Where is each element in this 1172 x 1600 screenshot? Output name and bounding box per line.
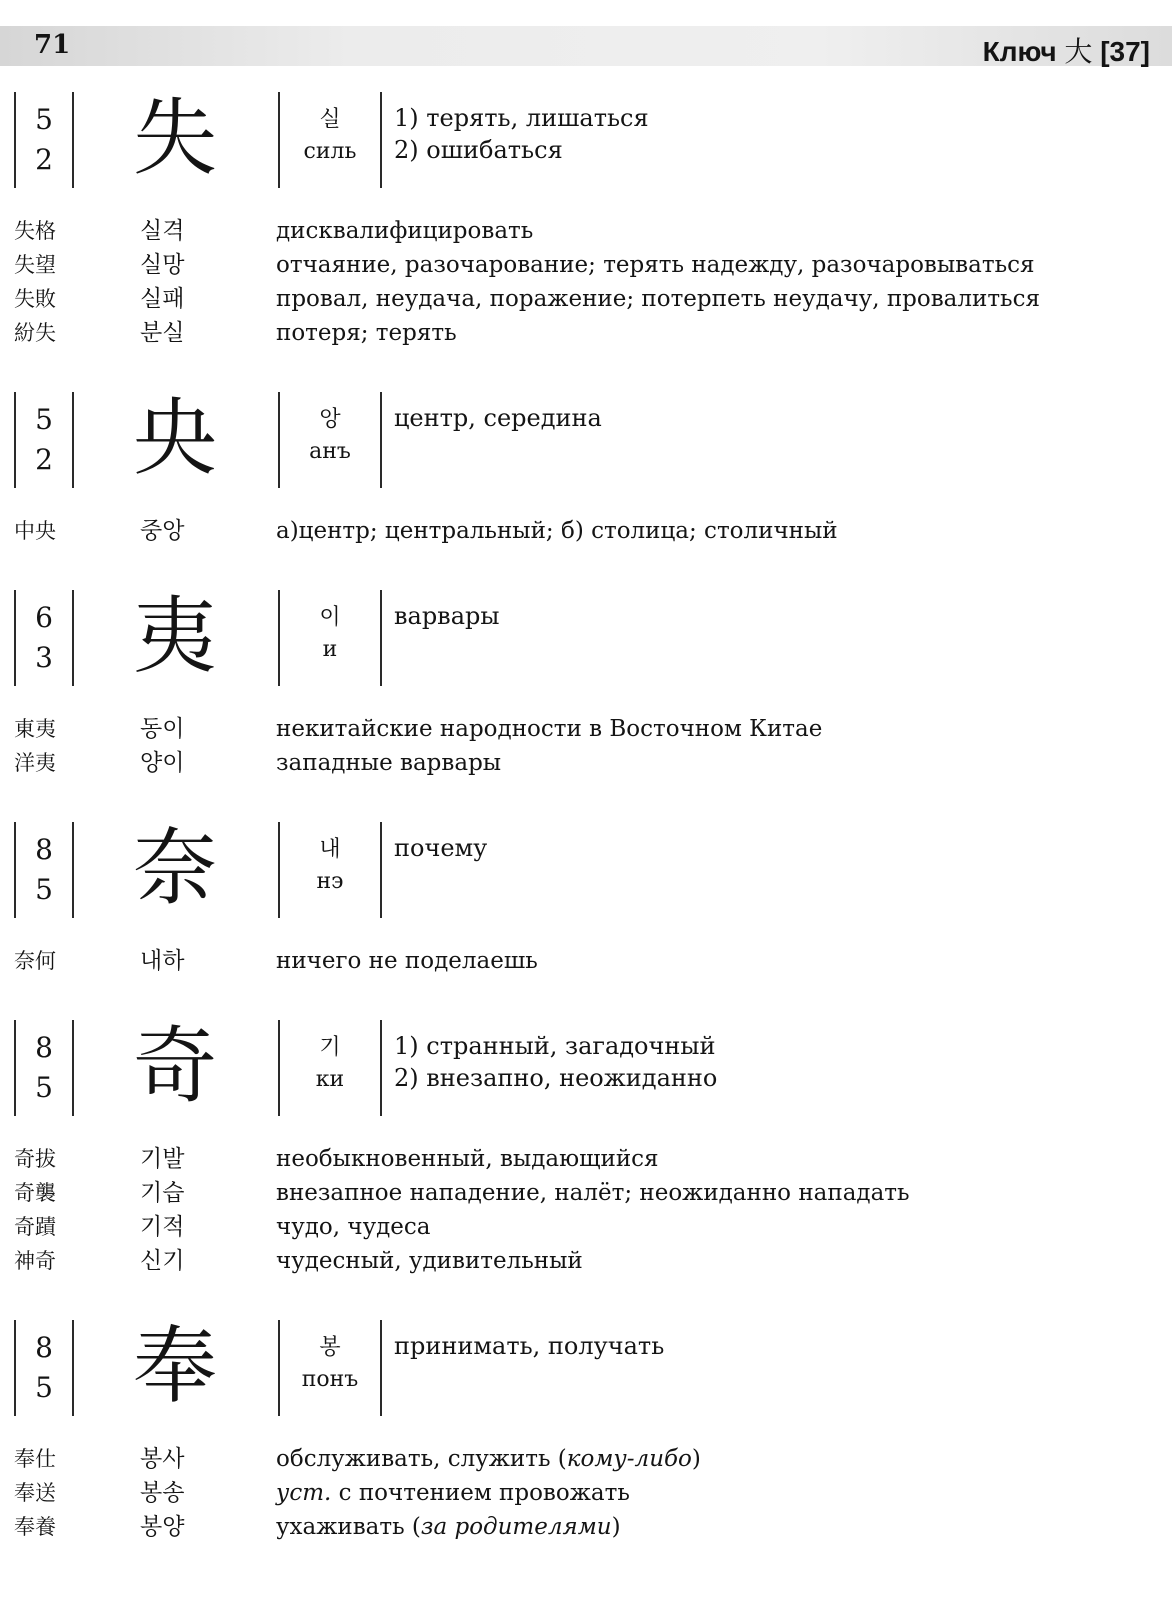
compound-meaning: потеря; терять bbox=[276, 320, 457, 346]
stroke-count-box bbox=[14, 822, 74, 918]
compound-row bbox=[0, 944, 1172, 978]
compound-row bbox=[0, 1176, 1172, 1210]
compound-meaning: провал, неудача, поражение; потерпеть неудачу, провалиться bbox=[276, 286, 1040, 312]
stroke-extra: 2 bbox=[35, 443, 53, 476]
compound-hangul: 봉송 bbox=[140, 1480, 185, 1506]
hangul-reading: 기 bbox=[319, 1035, 341, 1060]
compound-row bbox=[0, 746, 1172, 780]
compound-hangul: 실패 bbox=[140, 286, 185, 312]
compound-meaning bbox=[276, 1476, 630, 1510]
compound-hanja: 奇拔 bbox=[14, 1147, 56, 1171]
compound-hanja: 失望 bbox=[14, 253, 56, 277]
entry-head bbox=[0, 1317, 1172, 1416]
compound-row bbox=[0, 1142, 1172, 1176]
headword-meanings bbox=[394, 1030, 717, 1094]
compound-hangul: 기발 bbox=[140, 1146, 185, 1172]
entry bbox=[0, 1017, 1172, 1278]
radical-number: [37] bbox=[1100, 36, 1150, 67]
compound-row bbox=[0, 1510, 1172, 1544]
compound-hanja: 神奇 bbox=[14, 1249, 56, 1273]
reading-box bbox=[278, 590, 382, 686]
headword-meanings bbox=[394, 1330, 664, 1362]
headword-character: 奇 bbox=[132, 1017, 217, 1115]
compound-list bbox=[0, 1142, 1172, 1278]
compound-row bbox=[0, 248, 1172, 282]
hangul-reading: 이 bbox=[319, 605, 341, 630]
headword-meanings bbox=[394, 402, 602, 434]
compound-meaning: западные варвары bbox=[276, 750, 502, 776]
compound-row bbox=[0, 1244, 1172, 1278]
compound-row bbox=[0, 1210, 1172, 1244]
dictionary-entries bbox=[0, 89, 1172, 1586]
entry bbox=[0, 587, 1172, 780]
compound-hangul: 기적 bbox=[140, 1214, 185, 1240]
compound-hangul: 기습 bbox=[140, 1180, 185, 1206]
compound-row bbox=[0, 514, 1172, 548]
stroke-total: 5 bbox=[35, 403, 53, 436]
meaning-line: почему bbox=[394, 834, 488, 862]
compound-hanja: 東夷 bbox=[14, 717, 56, 741]
entry bbox=[0, 819, 1172, 978]
stroke-count-box bbox=[14, 392, 74, 488]
russian-reading: и bbox=[322, 637, 338, 662]
hangul-reading: 내 bbox=[319, 837, 341, 862]
headword-meanings bbox=[394, 102, 649, 166]
compound-meaning: необыкновенный, выдающийся bbox=[276, 1146, 659, 1172]
russian-reading: нэ bbox=[316, 869, 344, 894]
entry-head bbox=[0, 1017, 1172, 1116]
meaning-line: принимать, получать bbox=[394, 1332, 665, 1360]
meaning-italic: кому-либо bbox=[566, 1446, 692, 1472]
russian-reading: ки bbox=[315, 1067, 345, 1092]
compound-meaning bbox=[276, 1510, 621, 1544]
stroke-extra: 5 bbox=[35, 1371, 53, 1404]
entry bbox=[0, 389, 1172, 548]
entry-head bbox=[0, 587, 1172, 686]
russian-reading: силь bbox=[303, 139, 357, 164]
stroke-count-box bbox=[14, 1320, 74, 1416]
stroke-total: 5 bbox=[35, 103, 53, 136]
compound-hanja: 失敗 bbox=[14, 287, 56, 311]
meaning-line: 1) терять, лишаться bbox=[394, 104, 649, 132]
headword-character: 奉 bbox=[132, 1317, 217, 1415]
headword-character: 夷 bbox=[132, 587, 217, 685]
entry bbox=[0, 89, 1172, 350]
headword-character: 失 bbox=[132, 89, 217, 187]
compound-row bbox=[0, 1476, 1172, 1510]
compound-hangul: 내하 bbox=[140, 948, 185, 974]
stroke-extra: 5 bbox=[35, 873, 53, 906]
russian-reading: анъ bbox=[309, 439, 351, 464]
stroke-total: 8 bbox=[35, 833, 53, 866]
compound-row bbox=[0, 282, 1172, 316]
compound-meaning: отчаяние, разочарование; терять надежду, разочаровываться bbox=[276, 252, 1035, 278]
compound-hanja: 中央 bbox=[14, 519, 56, 543]
entry bbox=[0, 1317, 1172, 1544]
compound-hangul: 봉양 bbox=[140, 1514, 185, 1540]
compound-meaning: дисквалифицировать bbox=[276, 218, 534, 244]
reading-box bbox=[278, 1320, 382, 1416]
compound-hanja: 奇蹟 bbox=[14, 1215, 56, 1239]
meaning-text: с почтением провожать bbox=[331, 1480, 630, 1506]
compound-list bbox=[0, 514, 1172, 548]
compound-list bbox=[0, 944, 1172, 978]
compound-meaning: чудесный, удивительный bbox=[276, 1248, 583, 1274]
compound-meaning: чудо, чудеса bbox=[276, 1214, 431, 1240]
compound-meaning bbox=[276, 1442, 701, 1476]
meaning-text: обслуживать, служить ( bbox=[276, 1446, 567, 1472]
headword-character: 奈 bbox=[132, 819, 217, 917]
stroke-total: 6 bbox=[35, 601, 53, 634]
compound-hanja: 奉仕 bbox=[14, 1447, 56, 1471]
compound-meaning: некитайские народности в Восточном Китае bbox=[276, 716, 823, 742]
compound-hangul: 봉사 bbox=[140, 1446, 185, 1472]
meaning-text: ухаживать ( bbox=[276, 1514, 421, 1540]
compound-row bbox=[0, 712, 1172, 746]
compound-hangul: 실격 bbox=[140, 218, 185, 244]
hangul-reading: 앙 bbox=[319, 407, 341, 432]
compound-row bbox=[0, 214, 1172, 248]
page-number: 71 bbox=[34, 30, 71, 60]
meaning-line: варвары bbox=[394, 602, 500, 630]
compound-hanja: 紛失 bbox=[14, 321, 56, 345]
reading-box bbox=[278, 92, 382, 188]
entry-head bbox=[0, 89, 1172, 188]
meaning-italic: уст. bbox=[276, 1480, 332, 1506]
compound-row bbox=[0, 1442, 1172, 1476]
meaning-line: центр, середина bbox=[394, 404, 602, 432]
entry-head bbox=[0, 389, 1172, 488]
compound-hangul: 동이 bbox=[140, 716, 185, 742]
stroke-count-box bbox=[14, 92, 74, 188]
headword-meanings bbox=[394, 832, 487, 864]
hangul-reading: 실 bbox=[319, 107, 341, 132]
stroke-extra: 3 bbox=[35, 641, 53, 674]
entry-head bbox=[0, 819, 1172, 918]
compound-list bbox=[0, 1442, 1172, 1544]
compound-hangul: 양이 bbox=[140, 750, 185, 776]
compound-hanja: 奇襲 bbox=[14, 1181, 56, 1205]
stroke-total: 8 bbox=[35, 1331, 53, 1364]
compound-list bbox=[0, 712, 1172, 780]
compound-row bbox=[0, 316, 1172, 350]
compound-hanja: 失格 bbox=[14, 219, 56, 243]
compound-meaning: а)центр; центральный; б) столица; столичный bbox=[276, 518, 838, 544]
radical-title bbox=[983, 30, 1150, 70]
headword-character: 央 bbox=[132, 389, 217, 487]
reading-box bbox=[278, 392, 382, 488]
stroke-extra: 2 bbox=[35, 143, 53, 176]
meaning-text: ) bbox=[691, 1446, 701, 1472]
meaning-italic: за родителями bbox=[420, 1514, 612, 1540]
meaning-text: ) bbox=[611, 1514, 621, 1540]
compound-hanja: 奉送 bbox=[14, 1481, 56, 1505]
page-header bbox=[0, 26, 1172, 66]
meaning-line: 1) странный, загадочный bbox=[394, 1032, 716, 1060]
hangul-reading: 봉 bbox=[319, 1335, 341, 1360]
stroke-extra: 5 bbox=[35, 1071, 53, 1104]
compound-hanja: 洋夷 bbox=[14, 751, 56, 775]
compound-meaning: внезапное нападение, налёт; неожиданно нападать bbox=[276, 1180, 910, 1206]
meaning-line: 2) внезапно, неожиданно bbox=[394, 1064, 718, 1092]
russian-reading: понъ bbox=[301, 1367, 359, 1392]
meaning-line: 2) ошибаться bbox=[394, 136, 563, 164]
radical-title-prefix: Ключ bbox=[982, 36, 1057, 67]
reading-box bbox=[278, 822, 382, 918]
compound-hangul: 신기 bbox=[140, 1248, 185, 1274]
compound-hangul: 분실 bbox=[140, 320, 185, 346]
stroke-total: 8 bbox=[35, 1031, 53, 1064]
stroke-count-box bbox=[14, 1020, 74, 1116]
compound-meaning: ничего не поделаешь bbox=[276, 948, 538, 974]
compound-hanja: 奉養 bbox=[14, 1515, 56, 1539]
headword-meanings bbox=[394, 600, 499, 632]
compound-hangul: 실망 bbox=[140, 252, 185, 278]
compound-list bbox=[0, 214, 1172, 350]
compound-hangul: 중앙 bbox=[140, 518, 185, 544]
compound-hanja: 奈何 bbox=[14, 949, 56, 973]
stroke-count-box bbox=[14, 590, 74, 686]
reading-box bbox=[278, 1020, 382, 1116]
radical-character: 大 bbox=[1064, 35, 1093, 68]
